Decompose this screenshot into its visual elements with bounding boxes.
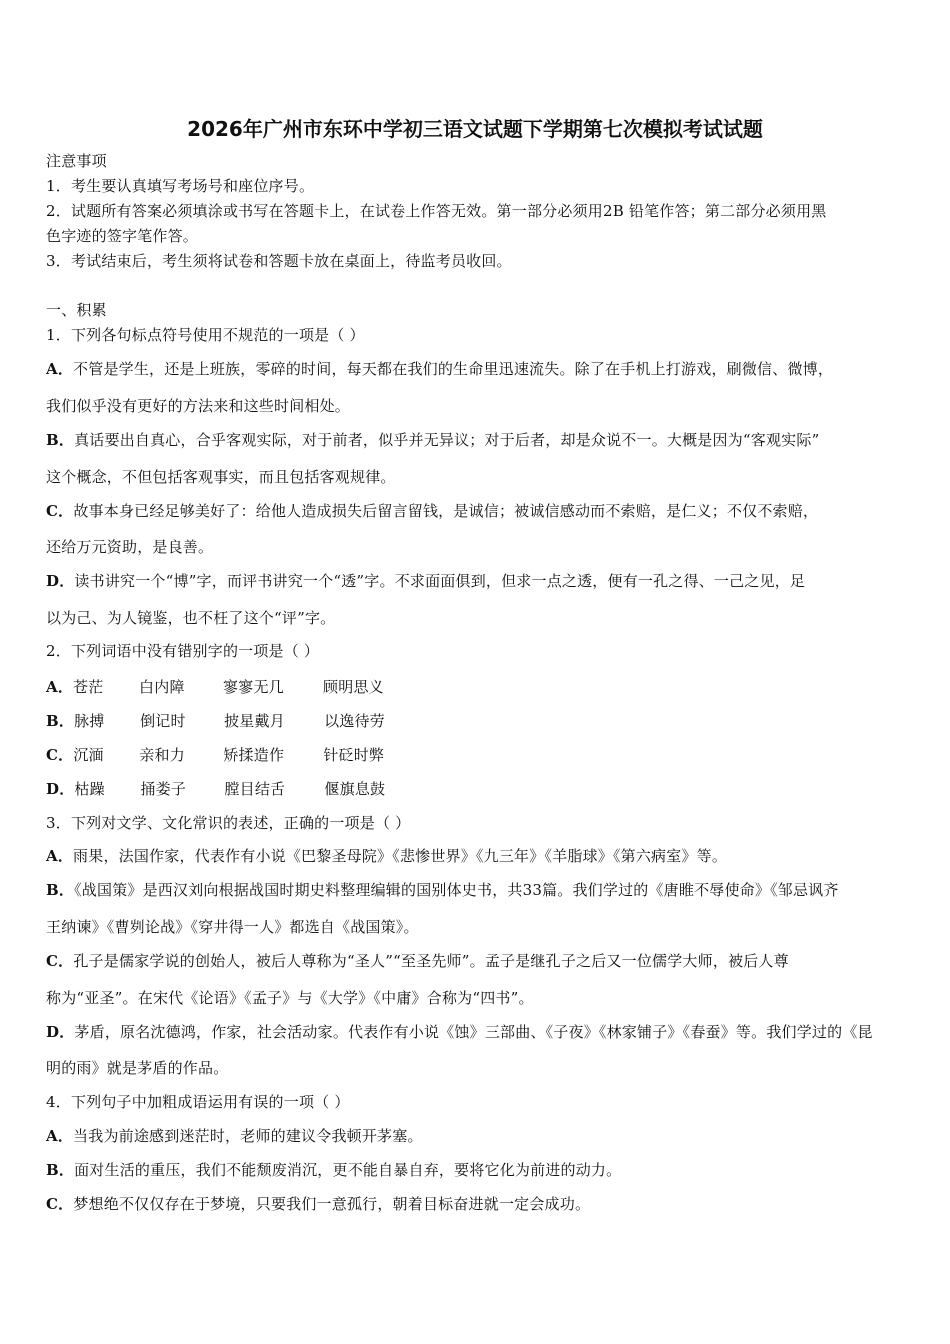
q1-option-c [46,501,908,521]
section-heading: 一、积累 [46,301,107,319]
option-label: D． [46,572,75,590]
q3-option-c-cont: 称为“亚圣”。在宋代《论语》《孟子》与《大学》《中庸》合称为“四书”。 [46,989,534,1007]
option-label: C． [46,952,74,970]
option-word: 脉搏 [74,712,105,730]
option-label: D． [46,780,75,798]
option-word: 捅娄子 [140,780,187,798]
option-label: C． [46,746,74,764]
option-word: 矫揉造作 [223,746,285,764]
q3-option-d-cont: 明的雨》就是茅盾的作品。 [46,1059,229,1077]
option-word: 白内障 [139,678,185,696]
option-label: A． [46,360,74,378]
option-word: 倒记时 [140,712,186,730]
option-word: 膛目结舌 [224,780,286,798]
option-word: 以逸待劳 [324,712,385,730]
option-word: 苍茫 [73,678,104,696]
notice-item: 1．考生要认真填写考场号和座位序号。 [46,177,315,195]
option-label: B． [46,712,75,730]
option-label: C． [46,502,74,520]
option-word: 寥寥无几 [223,678,284,696]
option-word: 披星戴月 [224,712,285,730]
q1-stem: 1．下列各句标点符号使用不规范的一项是（ ） [46,326,365,344]
notice-heading: 注意事项 [46,152,107,170]
option-text: 面对生活的重压，我们不能颓废消沉，更不能自暴自弃，要将它化为前进的动力。 [74,1161,622,1179]
option-label: A． [46,678,74,696]
q3-option-c [46,951,908,971]
q3-option-b-cont: 王纳谏》《曹刿论战》《穿井得一人》都选自《战国策》。 [46,918,419,936]
option-text: 雨果，法国作家，代表作有小说《巴黎圣母院》《悲惨世界》《九三年》《羊脂球》《第六病室》等。 [73,847,728,865]
option-word: 针砭时弊 [323,746,385,764]
option-text: 读书讲究一个“博”字，而评书讲究一个“透”字。不求面面俱到，但求一点之透，便有一孔之得、一己之见，足 [74,572,806,590]
option-text: 茅盾，原名沈德鸿，作家，社会活动家。代表作有小说《蚀》三部曲、《子夜》《林家铺子》《春蚕》等。我们学过的《昆 [74,1023,873,1041]
option-label: A． [46,1127,74,1145]
option-label: B． [46,431,75,449]
q2-option-c [46,745,908,765]
option-word: 沉湎 [73,746,104,764]
option-label: C． [46,1195,74,1213]
option-label: B． [46,1161,75,1179]
q4-option-b [46,1160,908,1180]
q1-option-b [46,430,908,450]
q1-option-d-cont: 以为己、为人镜鉴，也不枉了这个“评”字。 [46,609,336,627]
option-text: 《战国策》是西汉刘向根据战国时期史料整理编辑的国别体史书，共33篇。我们学过的《唐睢不辱使命》《邹忌讽齐 [74,881,839,899]
q4-option-a [46,1126,908,1146]
page-title: 2026年广州市东环中学初三语文试题下学期第七次模拟考试试题 [187,117,763,141]
q2-option-b [46,711,908,731]
q1-option-c-cont: 还给万元资助，是良善。 [46,538,214,556]
option-label: A． [46,847,74,865]
q2-option-d [46,779,908,799]
notice-item: 3．考试结束后，考生须将试卷和答题卡放在桌面上，待监考员收回。 [46,252,512,270]
q3-option-a [46,846,908,866]
q2-stem: 2．下列词语中没有错别字的一项是（ ） [46,642,320,660]
q2-option-a [46,677,908,697]
option-word: 亲和力 [139,746,185,764]
option-text: 梦想绝不仅仅存在于梦境，只要我们一意孤行，朝着目标奋进就一定会成功。 [73,1195,591,1213]
option-word: 枯躁 [74,780,105,798]
q4-stem: 4．下列句子中加粗成语运用有误的一项（ ） [46,1093,350,1111]
option-text: 当我为前途感到迷茫时，老师的建议令我顿开茅塞。 [73,1127,423,1145]
option-text: 故事本身已经足够美好了：给他人造成损失后留言留钱，是诚信；被诚信感动而不索赔，是仁义；不仅不索赔， [73,502,819,520]
notice-item: 2．试题所有答案必须填涂或书写在答题卡上，在试卷上作答无效。第一部分必须用2B 铅笔作答；第二部分必须用黑 [46,202,827,220]
q4-option-c [46,1194,908,1214]
option-word: 顾明思义 [323,678,384,696]
option-text: 不管是学生，还是上班族，零碎的时间，每天都在我们的生命里迅速流失。除了在手机上打游戏，刷微信、微博， [73,360,834,378]
q1-option-d [46,571,908,591]
option-label: B． [46,881,75,899]
q1-option-a-cont: 我们似乎没有更好的方法来和这些时间相处。 [46,397,351,415]
option-word: 偃旗息鼓 [324,780,386,798]
option-text: 孔子是儒家学说的创始人，被后人尊称为“圣人”“至圣先师”。孟子是继孔子之后又一位儒学大师，被后人尊 [73,952,789,970]
q3-stem: 3．下列对文学、文化常识的表述，正确的一项是（ ） [46,814,411,832]
option-text: 真话要出自真心，合乎客观实际，对于前者，似乎并无异议；对于后者，却是众说不一。大概是因为“客观实际” [74,431,820,449]
notice-item: 色字迹的签字笔作答。 [46,227,199,245]
q3-option-b [46,880,908,900]
q1-option-a [46,359,908,379]
q1-option-b-cont: 这个概念，不但包括客观事实，而且包括客观规律。 [46,468,396,486]
q3-option-d [46,1022,908,1042]
option-label: D． [46,1023,75,1041]
